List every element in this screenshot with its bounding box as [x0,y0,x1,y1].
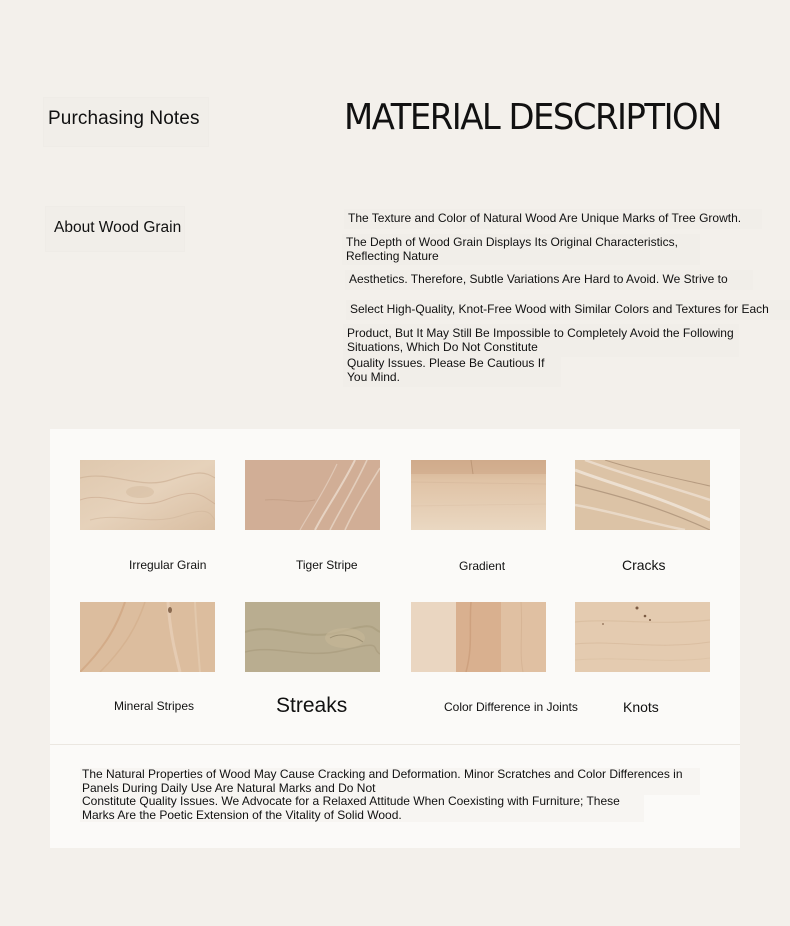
purchasing-notes-label [44,98,208,146]
caption-streaks: Streaks [276,694,348,717]
page-title: MATERIAL DESCRIPTION [344,97,721,138]
description-line-2: The Depth of Wood Grain Displays Its Original Characteristics, Reflecting Nature [342,234,700,265]
description-line-4: Select High-Quality, Knot-Free Wood with Similar Colors and Textures for Each [346,300,790,320]
about-wood-grain-label [46,207,184,251]
color-difference-swatch [411,602,546,672]
panel-divider [50,744,740,745]
purchasing-notes-text: Purchasing Notes [48,108,200,129]
footer-note [80,768,700,822]
tiger-stripe-swatch [245,460,380,530]
mineral-stripes-swatch [80,602,215,672]
caption-knots: Knots [623,699,659,715]
caption-mineral-stripes: Mineral Stripes [114,699,195,713]
wood-characteristics-panel [50,429,740,848]
description-line-5: Product, But It May Still Be Impossible to Completely Avoid the Following Situations, Which Do Not Constitute [343,324,739,357]
footer-line-2: Constitute Quality Issues. We Advocate for a Relaxed Attitude When Coexisting with Furniture; These Marks Are the Poetic Extension of the Vitality of Solid Wood. [80,795,644,822]
caption-tiger-stripe: Tiger Stripe [296,558,358,572]
about-wood-grain-text: About Wood Grain [54,219,182,236]
description-line-1: The Texture and Color of Natural Wood Are Unique Marks of Tree Growth. [344,209,762,229]
caption-irregular-grain: Irregular Grain [129,558,207,572]
description-line-3: Aesthetics. Therefore, Subtle Variations Are Hard to Avoid. We Strive to [345,270,753,290]
cracks-swatch [575,460,710,530]
footer-line-1: The Natural Properties of Wood May Cause Cracking and Deformation. Minor Scratches and Color Differences in Panels During Daily Use Are Natural Marks and Do Not [80,768,700,795]
gradient-swatch [411,460,546,530]
description-line-6: Quality Issues. Please Be Cautious If You Mind. [343,354,561,387]
caption-gradient: Gradient [459,559,506,573]
irregular-grain-swatch [80,460,215,530]
caption-color-difference: Color Difference in Joints [444,700,578,714]
streaks-swatch [245,602,380,672]
knots-swatch [575,602,710,672]
caption-cracks: Cracks [622,557,666,573]
